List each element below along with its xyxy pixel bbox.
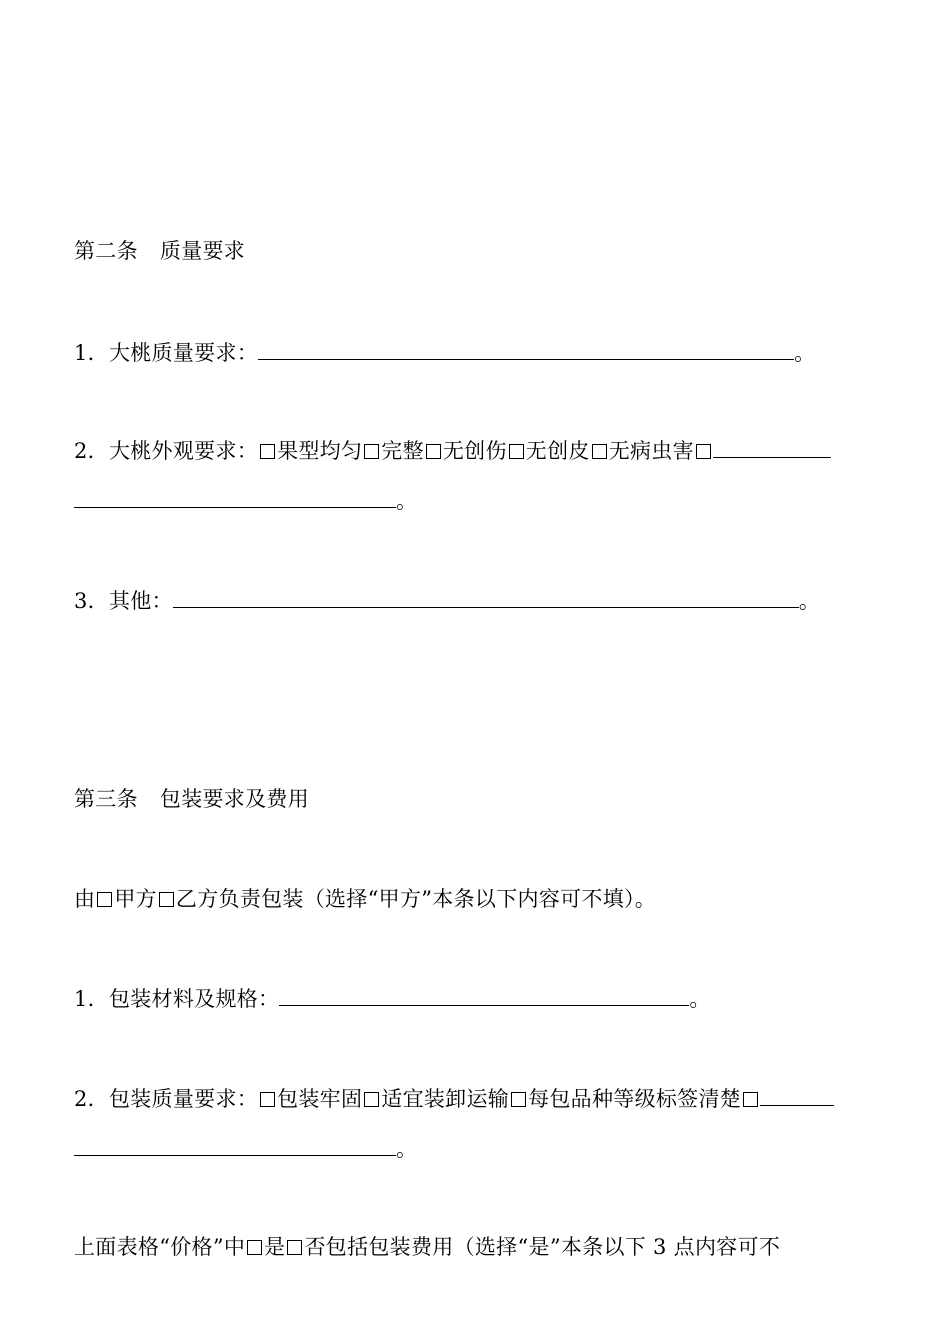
item-label: 2．包装质量要求： <box>74 1087 259 1111</box>
fill-in-blank[interactable] <box>258 341 794 360</box>
fill-in-blank[interactable] <box>713 439 831 458</box>
article2-item2-cont: 。 <box>74 488 417 514</box>
article3-responsibility: 由 甲方 乙方负责包装（选择“甲方”本条以下内容可不填）。 <box>74 887 657 911</box>
item-label: 2．大桃外观要求： <box>74 439 259 463</box>
article3-item2: 2．包装质量要求： 包装牢固 适宜装卸运输 每包品种等级标签清楚 <box>74 1086 834 1112</box>
article2-heading <box>74 238 245 264</box>
checkbox[interactable] <box>287 1240 302 1255</box>
fill-in-blank[interactable] <box>74 489 396 508</box>
article2-item2: 2．大桃外观要求： 果型均匀 完整 无创伤 无创皮 无病虫害 <box>74 438 831 464</box>
checkbox[interactable] <box>364 1092 379 1107</box>
checkbox[interactable] <box>260 1092 275 1107</box>
item-label: 3．其他： <box>74 589 173 613</box>
checkbox[interactable] <box>511 1092 526 1107</box>
article2-item3: 3．其他： 。 <box>74 589 821 613</box>
article2-item1: 1．大桃质量要求： 。 <box>74 341 816 365</box>
item-label: 1．大桃质量要求： <box>74 341 259 365</box>
checkbox[interactable] <box>743 1092 758 1107</box>
article3-item1: 1．包装材料及规格： 。 <box>74 987 711 1011</box>
fill-in-blank[interactable] <box>760 1087 834 1106</box>
checkbox[interactable] <box>509 444 524 459</box>
article2-title: 第二条 <box>74 239 138 263</box>
article3-heading <box>74 786 309 812</box>
fill-in-blank[interactable] <box>173 589 799 608</box>
checkbox[interactable] <box>247 1240 262 1255</box>
article3-item2-cont: 。 <box>74 1136 417 1162</box>
item-label: 1．包装材料及规格： <box>74 987 280 1011</box>
checkbox[interactable] <box>364 444 379 459</box>
article3-title: 第三条 <box>74 787 138 811</box>
fill-in-blank[interactable] <box>74 1137 396 1156</box>
checkbox[interactable] <box>159 892 174 907</box>
article3-subtitle: 包装要求及费用 <box>159 787 310 811</box>
checkbox[interactable] <box>426 444 441 459</box>
fill-in-blank[interactable] <box>279 987 689 1006</box>
checkbox[interactable] <box>260 444 275 459</box>
article2-subtitle: 质量要求 <box>159 239 246 263</box>
article3-price-note: 上面表格“价格”中 是 否包括包装费用（选择“是”本条以下 3 点内容可不 <box>74 1235 781 1259</box>
checkbox[interactable] <box>97 892 112 907</box>
checkbox[interactable] <box>696 444 711 459</box>
checkbox[interactable] <box>592 444 607 459</box>
